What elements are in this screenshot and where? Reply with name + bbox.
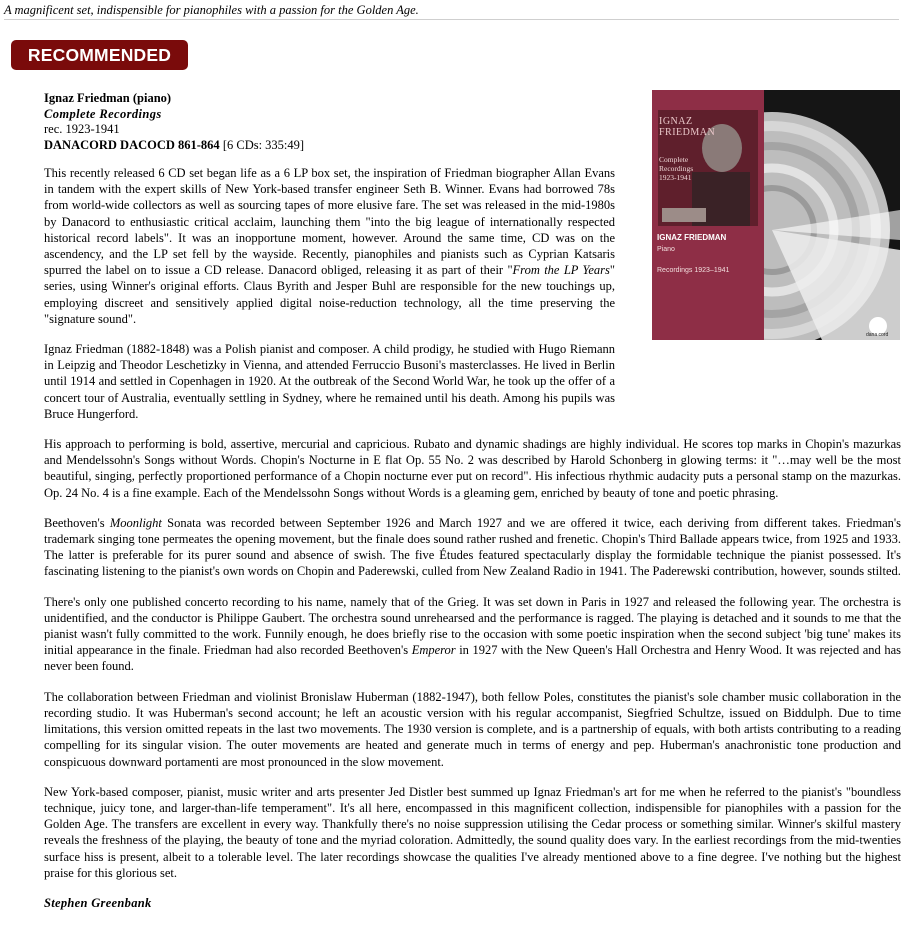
- disc-info: [6 CDs: 335:49]: [219, 137, 305, 152]
- review-paragraph-1: This recently released 6 CD set began life as a 6 LP box set, the inspiration of Friedman biographer Allan Evans in tandem with the expert skills of New York-based transfer engineer Seth B. Winner. Evans had borrowed 78s from world-wide collectors as well as sourcing tapes of more elusive fare. The set was released in the mid-1980s by Danacord to enthusiastic critical acclaim, launching them "into the big league of internationally respected historical record labels". It was an inopportune moment, however. Around the same time, CD was on the ascendency, and the LP set fell by the wayside. Recently, pianophiles and pianists such as Cyprian Katsaris spurred the label on to issue a CD release. Danacord obliged, releasing it as part of their "From the LP Years" series, using Winner's original efforts. Claus Byrith and Jesper Buhl are responsible for the new touchings up, employing discreet and sensitively applied digital noise-reduction technology, all the time preserving the "signature sound".: [44, 166, 615, 326]
- reviewer-name: Stephen Greenbank: [44, 895, 152, 910]
- cover-small-title-2: Recordings: [659, 164, 694, 173]
- review-body: [44, 165, 901, 925]
- recording-dates: rec. 1923-1941: [44, 122, 120, 136]
- album-title: Complete Recordings: [44, 106, 162, 121]
- review-paragraph-6: The collaboration between Friedman and violinist Bronislaw Huberman (1882-1947), both fellow Poles, constitutes the pianist's sole chamber music collaboration in the recording studio. It was Huberman's second account; he left an acoustic version with his regular accompanist, Siegfried Schultze, issued on Biddulph. Due to time limitations, this version omitted repeats in the last two movements. The 1930 version is complete, and is a partnership of equals, with both artists contributing to a reading compelling for its singular vision. The outer movements are heated and generate much in terms of energy and pep. Huberman's anachronistic tone production and conspicuous downward portamenti are most pronounced in the slow movement.: [44, 689, 901, 769]
- cover-instrument: Piano: [657, 246, 675, 253]
- cover-recordings: Recordings 1923–1941: [657, 267, 730, 274]
- cover-small-title-3: 1923-1941: [659, 173, 692, 182]
- performer: Ignaz Friedman (piano): [44, 91, 172, 105]
- cover-name-line1: IGNAZ: [659, 116, 693, 127]
- catalog-line: [44, 138, 304, 154]
- cover-name-line2: FRIEDMAN: [659, 127, 716, 138]
- cover-small-title-1: Complete: [659, 155, 689, 164]
- review-paragraph-5: There's only one published concerto recording to his name, namely that of the Grieg. It was set down in Paris in 1927 and released the following year. The orchestra is unidentified, and the conductor is Philippe Gaubert. The orchestra sound unrehearsed and the performance is ragged. The playing is detached and it sounds to me that the pianist wasn't fully committed to the work. Funnily enough, he does briefly rise to the occasion with some poetic inspiration when the second subject 'big tune' makes its initial appearance in the finale. Friedman had also recorded Beethoven's Emperor in 1927 with the New Queen's Hall Orchestra and Henry Wood. It was rejected and has never been found.: [44, 594, 901, 674]
- review-paragraph-3: His approach to performing is bold, assertive, mercurial and capricious. Rubato and dynamic shadings are highly individual. He scores top marks in Chopin's mazurkas and Mendelssohn's Songs without Words. Chopin's Nocturne in E flat Op. 55 No. 2 was described by Harold Schonberg in glowing terms: it "…may well be the most beautiful, singing, perfectly proportioned performance of a Chopin nocturne ever put on record". His infectious rhythmic audacity puts a personal stamp on the mazurkas. Op. 24 No. 4 is a fine example. Each of the Mendelssohn Songs without Words is a gleaming gem, enriched by beauty of tone and poetic phrasing.: [44, 437, 901, 500]
- release-header: [44, 91, 304, 153]
- cover-artist: IGNAZ FRIEDMAN: [657, 233, 727, 242]
- review-paragraph-7: New York-based composer, pianist, music writer and arts presenter Jed Distler best summed up Ignaz Friedman's art for me when he referred to the pianist's "boundless technique, juicy tone, and larger-than-life temperament". It's all here, encompassed in this magnificent collection, indispensible for pianophiles with a passion for the Golden Age. The transfers are excellent in every way. Thankfully there's no noise suppression utilising the Cedar process or something similar. Winner's skilful mastery reveals the freshness of the playing, the beauty of tone and the myriad coloration. Admittedly, the sound quality does vary. In the earliest recordings from the mid-twenties surface hiss is present, albeit to a tolerable level. The later recordings showcase the qualities I've already mentioned above to a fine degree. I've nothing but the highest praise for this glorious set.: [44, 784, 901, 880]
- recommended-badge: RECOMMENDED: [11, 40, 188, 70]
- catalog-number: DANACORD DACOCD 861-864: [44, 137, 220, 152]
- tagline: A magnificent set, indispensible for pianophiles with a passion for the Golden Age.: [4, 3, 899, 20]
- review-paragraph-2: Ignaz Friedman (1882-1848) was a Polish pianist and composer. A child prodigy, he studied with Hugo Riemann in Leipzig and Theodor Leschetizky in Vienna, and attended Ferruccio Busoni's masterclasses. He lived in Berlin until 1914 and settled in Copenhagen in 1920. At the outbreak of the Second World War, he took up the offer of a concert tour of Australia, eventually settling in Sydney, where he remained until his death. Among his pupils was Bruce Hungerford.: [44, 342, 615, 421]
- cover-label: dana cord: [866, 332, 889, 338]
- review-paragraph-4: Beethoven's Moonlight Sonata was recorded between September 1926 and March 1927 and we are offered it twice, each deriving from different takes. Friedman's trademark singing tone permeates the opening movement, but the finale does sound rather rushed and frenetic. Chopin's Third Ballade appears twice, from 1925 and 1933. The latter is preferable for its purer sound and absence of swish. The five Études featured spectacularly display the formidable technique the pianist possessed. It's fascinating listening to the pianist's own words on Chopin and Paderewski, culled from New Zealand Radio in 1941. The Paderewski contribution, however, sounds stilted.: [44, 515, 901, 579]
